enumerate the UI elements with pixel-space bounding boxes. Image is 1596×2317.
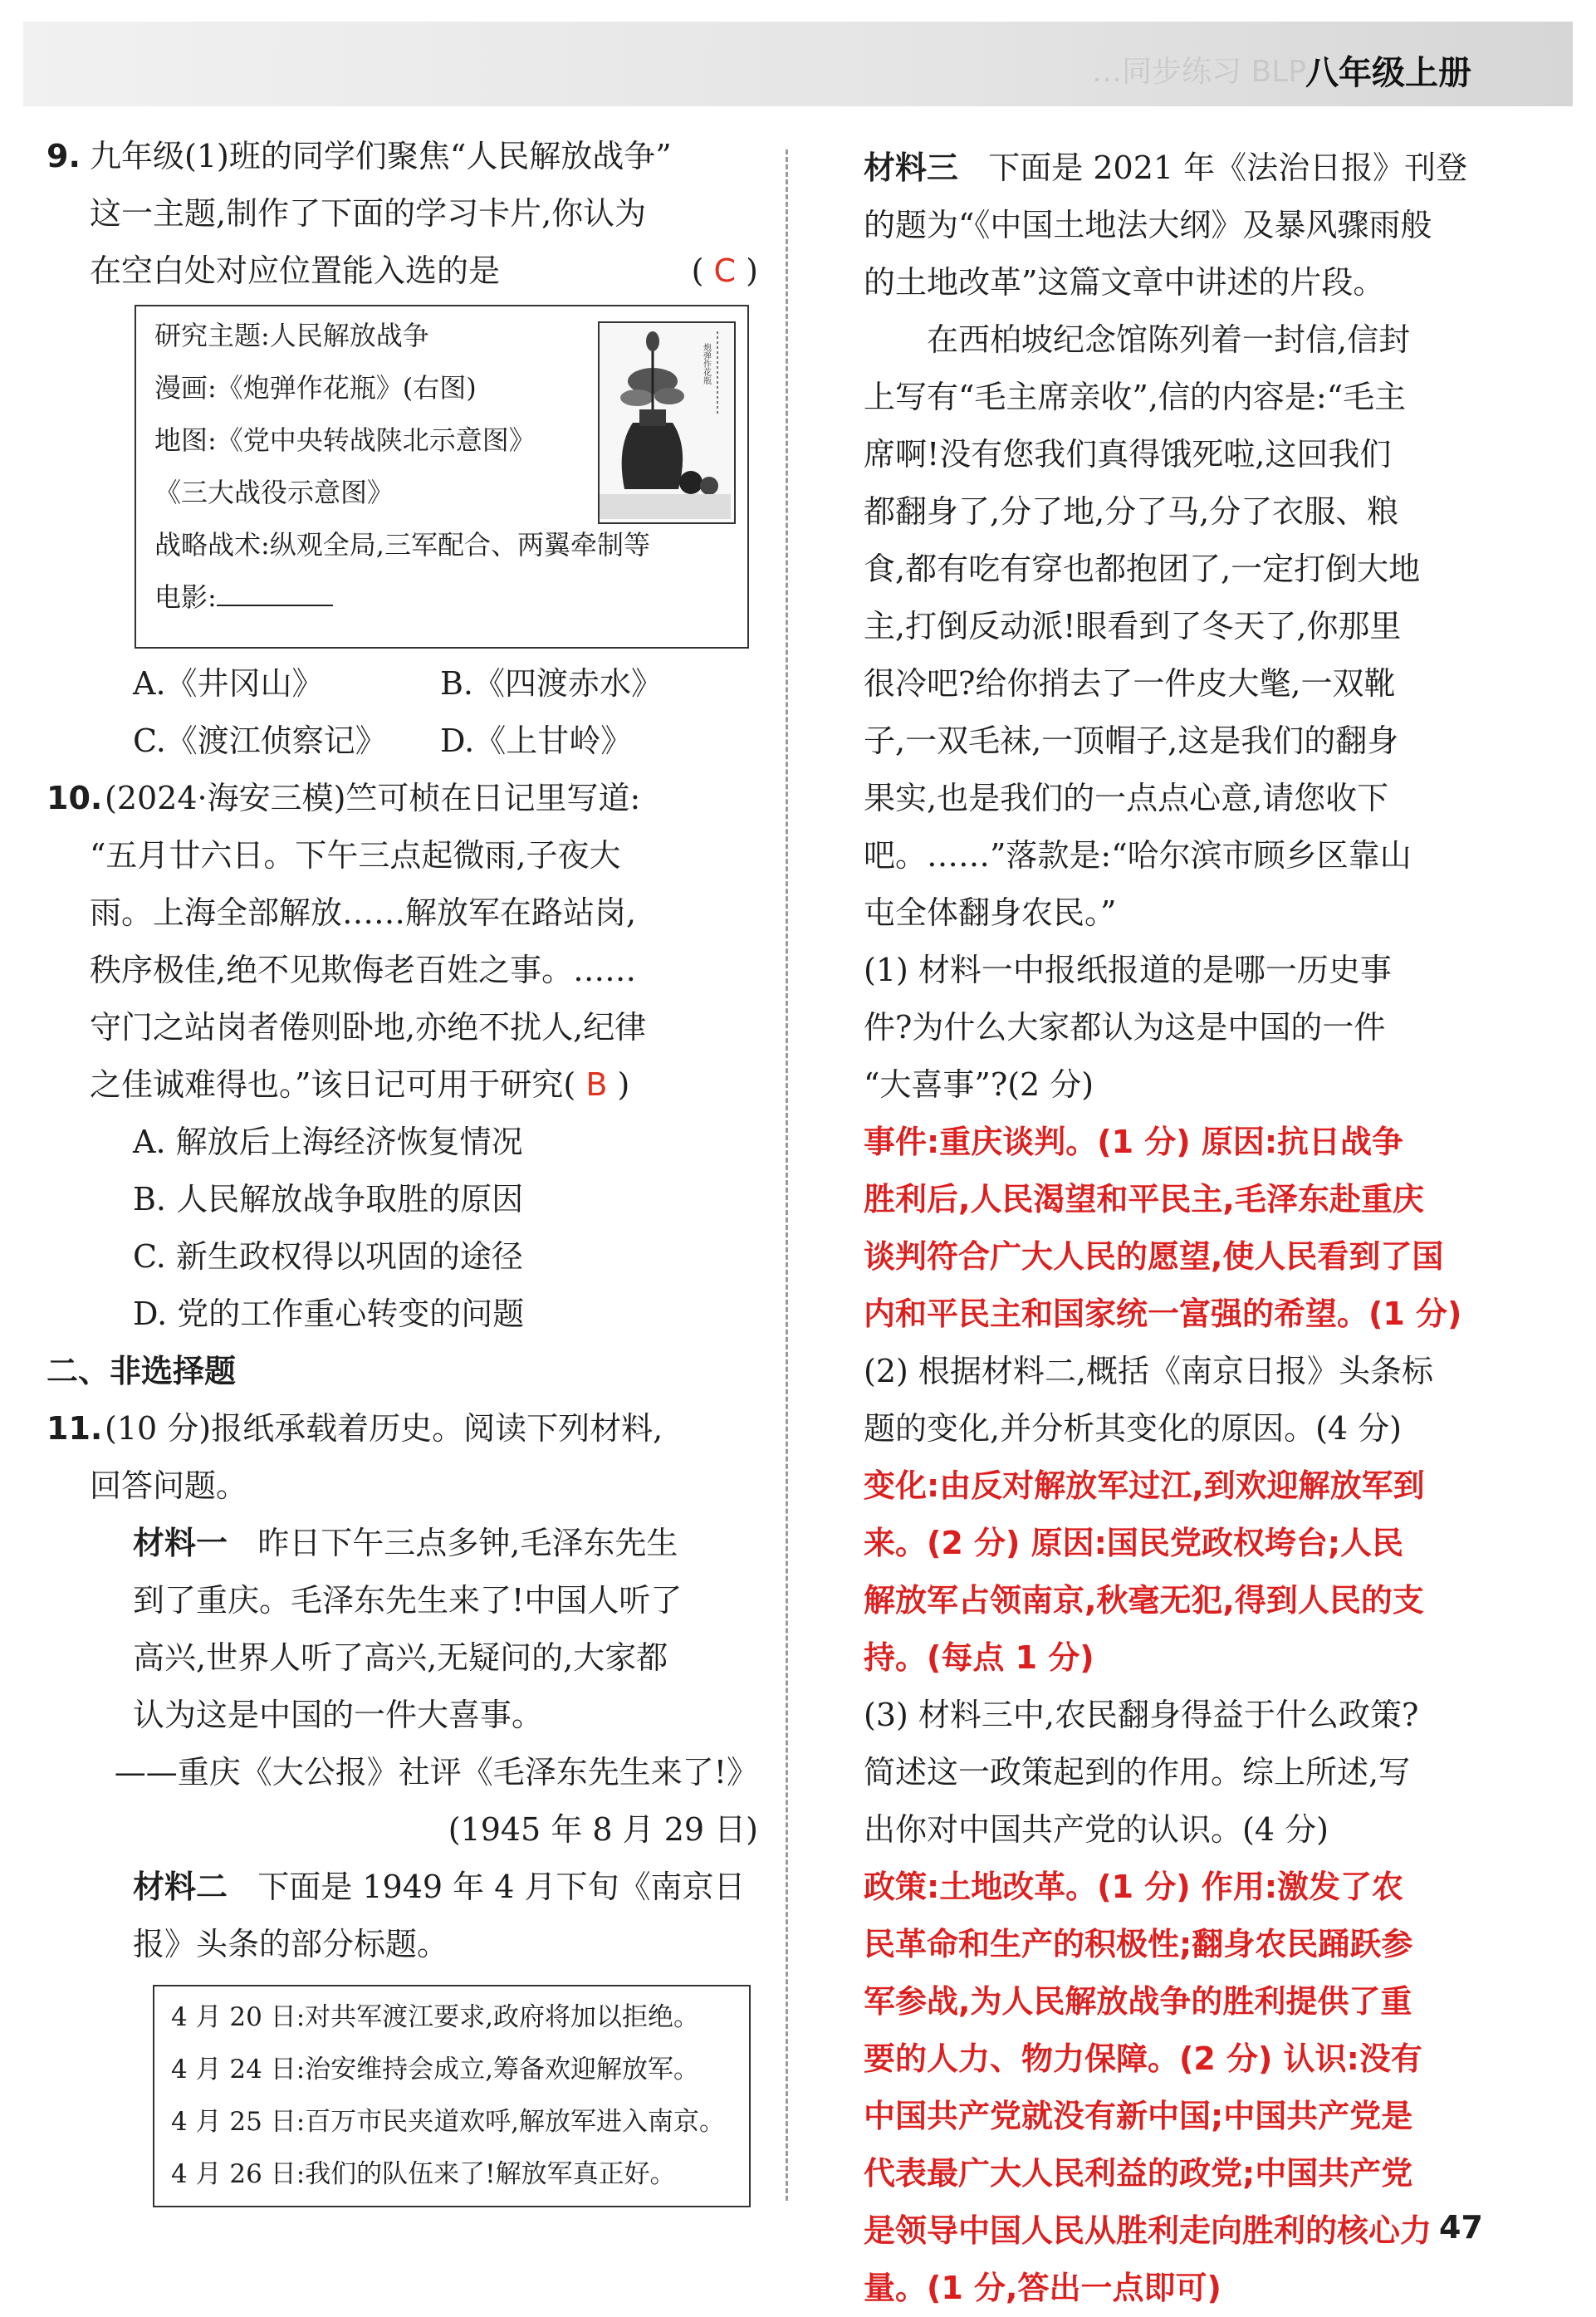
material-1-line-4: 认为这是中国的一件大喜事。	[133, 1697, 544, 1733]
q9-options-row1	[90, 655, 758, 713]
material-2-text-1: 下面是 1949 年 4 月下旬《南京日	[257, 1869, 746, 1905]
headline-4: 4 月 26 日:我们的队伍来了!解放军真正好。	[171, 2159, 676, 2189]
question-number: 11.	[47, 1410, 103, 1447]
answer-1-line-4: 内和平民主和国家统一富强的希望。(1 分)	[864, 1296, 1462, 1332]
letter-line-4: 都翻身了,分了地,分了马,分了衣服、粮	[864, 493, 1399, 530]
material-3-line-2: 的题为“《中国土地法大纲》及暴风骤雨般	[864, 207, 1432, 243]
headline-2: 4 月 24 日:治安维持会成立,筹备欢迎解放军。	[171, 2055, 700, 2084]
q9-line-3-text: 在空白处对应位置能入选的是	[90, 252, 501, 289]
answer-2-line-1: 变化:由反对解放军过江,到欢迎解放军到	[864, 1467, 1425, 1504]
material-1-line-2: 到了重庆。毛泽东先生来了!中国人听了	[133, 1582, 683, 1619]
q10-line-6	[90, 1056, 758, 1114]
column-divider	[786, 149, 788, 2201]
answer-3-line-2: 民革命和生产的积极性;翻身农民踊跃参	[864, 1926, 1413, 1962]
answer-paren-right: )	[746, 252, 758, 289]
answer-paren-left: (	[691, 252, 704, 289]
q10-line-2: “五月廿六日。下午三点起微雨,子夜大	[90, 837, 621, 874]
section-title: 二、非选择题	[47, 1353, 237, 1389]
q10-option-d: D. 党的工作重心转变的问题	[133, 1296, 525, 1332]
letter-line-3: 席啊!没有您我们真得饿死啦,这回我们	[864, 436, 1392, 473]
q9-answer: C	[713, 252, 737, 289]
headline-1: 4 月 20 日:对共军渡江要求,政府将加以拒绝。	[171, 2002, 700, 2032]
q9-line-3	[90, 242, 758, 300]
material-1-date: (1945 年 8 月 29 日)	[448, 1811, 758, 1848]
material-1-line-3: 高兴,世界人听了高兴,无疑问的,大家都	[133, 1639, 668, 1676]
header-ghost-text: …同步练习 BLP	[1092, 55, 1306, 89]
material-1-source: ——重庆《大公报》社评《毛泽东先生来了!》	[114, 1754, 758, 1790]
answer-1-line-3: 谈判符合广大人民的愿望,使人民看到了国	[864, 1238, 1444, 1275]
sub-question-3-line-2: 简述这一政策起到的作用。综上所述,写	[864, 1754, 1411, 1790]
sub-question-2-line-2: 题的变化,并分析其变化的原因。(4 分)	[864, 1410, 1402, 1447]
answer-2-line-4: 持。(每点 1 分)	[864, 1639, 1094, 1676]
letter-line-10: 吧。……”落款是:“哈尔滨市顾乡区靠山	[864, 837, 1412, 874]
cartoon-image	[598, 321, 736, 524]
material-2-line-2: 报》头条的部分标题。	[133, 1926, 449, 1962]
letter-line-2: 上写有“毛主席亲收”,信的内容是:“毛主	[864, 379, 1407, 415]
question-number: 10.	[47, 780, 103, 816]
film-label: 电影:	[154, 581, 217, 613]
q10-line-6-text: 之佳诚难得也。”该日记可用于研究(	[90, 1066, 576, 1103]
material-1-label: 材料一	[133, 1525, 228, 1561]
material-3-line-1	[864, 140, 1471, 197]
answer-3-line-3: 军参战,为人民解放战争的胜利提供了重	[864, 1983, 1412, 2020]
answer-3-line-5: 中国共产党就没有新中国;中国共产党是	[864, 2098, 1413, 2134]
material-3-label: 材料三	[864, 149, 959, 186]
material-2-label: 材料二	[133, 1869, 228, 1905]
material-1-line-1	[90, 1515, 758, 1572]
q10-line-1: (2024·海安三模)竺可桢在日记里写道:	[105, 780, 641, 816]
letter-line-8: 子,一双毛袜,一顶帽子,这是我们的翻身	[864, 723, 1399, 759]
letter-line-11: 屯全体翻身农民。”	[864, 894, 1117, 931]
q11-line-1: (10 分)报纸承载着历史。阅读下列材料,	[105, 1410, 663, 1447]
film-blank	[217, 604, 333, 606]
letter-line-6: 主,打倒反动派!眼看到了冬天了,你那里	[864, 608, 1402, 644]
sub-question-1-line-3: “大喜事”?(2 分)	[864, 1066, 1094, 1103]
answer-3-line-8: 量。(1 分,答出一点即可)	[864, 2270, 1221, 2306]
q9-line-1: 九年级(1)班的同学们聚焦“人民解放战争”	[90, 138, 672, 174]
sub-question-1-line-2: 件?为什么大家都认为这是中国的一件	[864, 1009, 1386, 1046]
answer-3-line-7: 是领导中国人民从胜利走向胜利的核心力	[864, 2212, 1432, 2249]
question-11	[47, 1400, 758, 2207]
material-1-text-1: 昨日下午三点多钟,毛泽东先生	[257, 1525, 678, 1561]
q10-line-5: 守门之站岗者倦则卧地,亦绝不扰人,纪律	[90, 1009, 647, 1046]
letter-line-1: 在西柏坡纪念馆陈列着一封信,信封	[927, 321, 1411, 358]
card-line-topic: 研究主题:人民解放战争	[154, 320, 429, 351]
answer-2-line-3: 解放军占领南京,秋毫无犯,得到人民的支	[864, 1582, 1424, 1619]
q10-line-3: 雨。上海全部解放……解放军在路站岗,	[90, 894, 637, 931]
svg-text:炮弹作花瓶	[702, 342, 712, 385]
cartoon-caption: 炮弹作花瓶	[701, 343, 711, 385]
sub-question-2-line-1: (2) 根据材料二,概括《南京日报》头条标	[864, 1353, 1433, 1389]
option-b: B.《四渡赤水》	[440, 665, 663, 702]
option-d: D.《上甘岭》	[440, 723, 633, 759]
answer-1-line-2: 胜利后,人民渴望和平民主,毛泽东赴重庆	[864, 1181, 1424, 1217]
answer-2-line-2: 来。(2 分) 原因:国民党政权垮台;人民	[864, 1525, 1404, 1561]
q10-answer: B	[585, 1066, 608, 1103]
page-number: 47	[1439, 2209, 1483, 2246]
answer-paren-right: )	[617, 1066, 630, 1103]
q9-line-2: 这一主题,制作了下面的学习卡片,你认为	[90, 195, 647, 232]
answer-1-line-1: 事件:重庆谈判。(1 分) 原因:抗日战争	[864, 1124, 1404, 1160]
card-line-map2: 《三大战役示意图》	[154, 477, 394, 508]
sub-question-1-line-1: (1) 材料一中报纸报道的是哪一历史事	[864, 952, 1392, 988]
letter-line-9: 果实,也是我们的一点点心意,请您收下	[864, 780, 1389, 816]
cartoon-vase-icon	[600, 323, 731, 519]
card-line-cartoon: 漫画:《炮弹作花瓶》(右图)	[154, 372, 477, 404]
sub-question-3-line-3: 出你对中国共产党的认识。(4 分)	[864, 1811, 1329, 1848]
card-line-strategy: 战略战术:纵观全局,三军配合、两翼牵制等	[154, 529, 650, 561]
question-number: 9.	[47, 138, 81, 174]
left-column	[47, 128, 758, 2207]
answer-3-line-1: 政策:土地改革。(1 分) 作用:激发了农	[864, 1869, 1404, 1905]
newspaper-headlines-box	[153, 1985, 751, 2207]
material-2-line-1	[90, 1859, 758, 1916]
option-a: A.《井冈山》	[133, 665, 324, 702]
card-line-film	[154, 571, 650, 624]
question-9	[47, 128, 758, 770]
study-card	[135, 305, 749, 649]
material-3-text-1: 下面是 2021 年《法治日报》刊登	[988, 149, 1468, 186]
option-c: C.《渡江侦察记》	[133, 723, 387, 759]
q10-option-c: C. 新生政权得以巩固的途径	[133, 1238, 523, 1275]
header-grade-label: 八年级上册	[1305, 54, 1471, 92]
letter-line-5: 食,都有吃有穿也都抱团了,一定打倒大地	[864, 551, 1421, 587]
q9-options-row2	[90, 713, 758, 770]
headline-3: 4 月 25 日:百万市民夹道欢呼,解放军进入南京。	[171, 2107, 726, 2137]
question-10	[47, 770, 758, 1343]
right-column	[864, 140, 1471, 2317]
q11-line-2: 回答问题。	[90, 1467, 248, 1504]
letter-line-7: 很冷吧?给你捎去了一件皮大氅,一双靴	[864, 665, 1396, 702]
answer-3-line-6: 代表最广大人民利益的政党;中国共产党	[864, 2155, 1413, 2192]
q10-option-a: A. 解放后上海经济恢复情况	[133, 1124, 523, 1160]
q10-line-4: 秩序极佳,绝不见欺侮老百姓之事。……	[90, 952, 637, 988]
card-line-map: 地图:《党中央转战陕北示意图》	[154, 424, 536, 456]
sub-question-3-line-1: (3) 材料三中,农民翻身得益于什么政策?	[864, 1697, 1419, 1733]
q10-option-b: B. 人民解放战争取胜的原因	[133, 1181, 524, 1217]
material-3-line-3: 的土地改革”这篇文章中讲述的片段。	[864, 264, 1385, 301]
answer-3-line-4: 要的人力、物力保障。(2 分) 认识:没有	[864, 2040, 1422, 2077]
